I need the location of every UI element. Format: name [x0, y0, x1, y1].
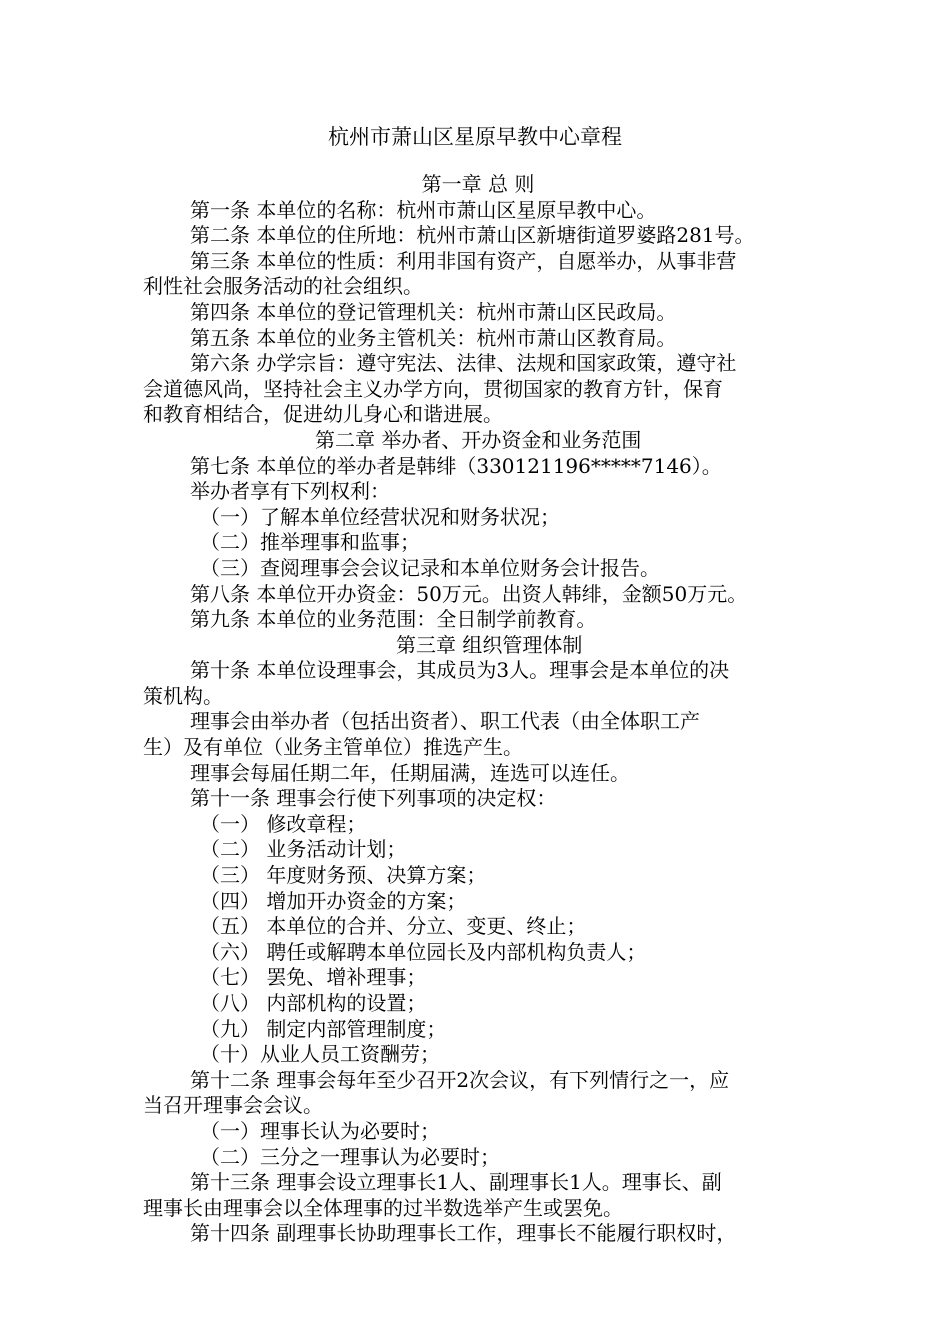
list-item: （一）了解本单位经营状况和财务状况；	[200, 504, 560, 529]
article-line: 第八条 本单位开办资金：50万元。出资人韩绯，金额50万元。	[190, 581, 748, 606]
list-item: （十）从业人员工资酬劳；	[200, 1042, 440, 1067]
chapter-heading: 第一章 总 则	[421, 172, 535, 196]
article-continuation: 理事长由理事会以全体理事的过半数选举产生或罢免。	[143, 1195, 623, 1220]
list-item: （六） 聘任或解聘本单位园长及内部机构负责人；	[200, 939, 647, 964]
list-item: （二）三分之一理事认为必要时；	[200, 1144, 500, 1169]
article-line: 第六条 办学宗旨：遵守宪法、法律、法规和国家政策，遵守社	[190, 351, 737, 376]
article-line: 第十二条 理事会每年至少召开2次会议，有下列情行之一，应	[190, 1067, 730, 1092]
document-body	[143, 172, 813, 1247]
article-line: 理事会每届任期二年，任期届满，连选可以连任。	[190, 760, 630, 785]
list-item: （一） 修改章程；	[200, 811, 367, 836]
article-continuation: 当召开理事会会议。	[143, 1093, 323, 1118]
list-item: （四） 增加开办资金的方案；	[200, 888, 467, 913]
article-line: 第一条 本单位的名称：杭州市萧山区星原早教中心。	[190, 197, 657, 222]
list-item: （二） 业务活动计划；	[200, 837, 407, 862]
article-continuation: 策机构。	[143, 683, 223, 708]
article-line: 举办者享有下列权利：	[190, 479, 390, 504]
list-item: （八） 内部机构的设置；	[200, 991, 427, 1015]
article-line: 第十四条 副理事长协助理事长工作，理事长不能履行职权时，	[190, 1221, 737, 1246]
list-item: （九） 制定内部管理制度；	[200, 1016, 447, 1041]
article-line: 第十一条 理事会行使下列事项的决定权：	[190, 786, 557, 811]
article-continuation: 生）及有单位（业务主管单位）推选产生。	[143, 735, 523, 760]
article-line: 第七条 本单位的举办者是韩绯（330121196*****7146）。	[190, 453, 722, 478]
list-item: （三） 年度财务预、决算方案；	[200, 863, 487, 888]
article-line: 第十三条 理事会设立理事长1人、副理事长1人。理事长、副	[190, 1170, 722, 1195]
list-item: （一）理事长认为必要时；	[200, 1118, 440, 1143]
article-line: 理事会由举办者（包括出资者）、职工代表（由全体职工产	[190, 709, 700, 734]
chapter-heading: 第二章 举办者、开办资金和业务范围	[315, 427, 642, 452]
article-line: 第四条 本单位的登记管理机关：杭州市萧山区民政局。	[190, 299, 677, 324]
article-continuation: 和教育相结合，促进幼儿身心和谐进展。	[143, 402, 503, 427]
article-line: 第三条 本单位的性质：利用非国有资产，自愿举办，从事非营	[190, 248, 737, 273]
article-line: 第五条 本单位的业务主管机关：杭州市萧山区教育局。	[190, 325, 677, 350]
article-line: 第十条 本单位设理事会，其成员为3人。理事会是本单位的决	[190, 658, 730, 683]
list-item: （二）推举理事和监事；	[200, 530, 420, 555]
list-item: （三）查阅理事会会议记录和本单位财务会计报告。	[200, 555, 660, 580]
article-line: 第二条 本单位的住所地：杭州市萧山区新塘街道罗婆路281号。	[190, 223, 755, 248]
chapter-heading: 第三章 组织管理体制	[396, 632, 583, 657]
document-title: 杭州市萧山区星原早教中心章程	[328, 125, 622, 149]
article-continuation: 利性社会服务活动的社会组织。	[143, 274, 423, 299]
article-line: 第九条 本单位的业务范围：全日制学前教育。	[190, 607, 597, 632]
list-item: （五） 本单位的合并、分立、变更、终止；	[200, 914, 587, 939]
list-item: （七） 罢免、增补理事；	[200, 965, 427, 990]
article-continuation: 会道德风尚，坚持社会主义办学方向，贯彻国家的教育方针，保育	[143, 376, 723, 401]
